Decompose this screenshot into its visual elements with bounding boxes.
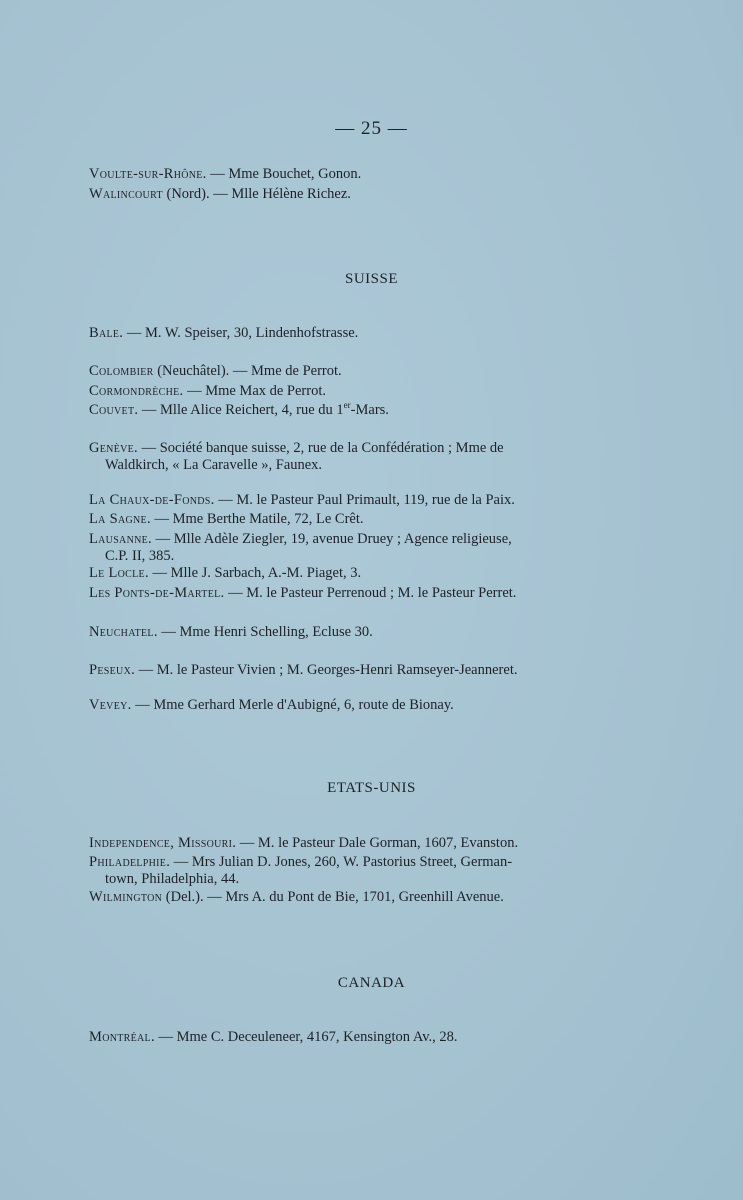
entry-bale	[89, 325, 621, 342]
entry-chaux-de-fonds	[89, 492, 621, 509]
place-name: Montréal.	[89, 1029, 155, 1045]
place-name: Les Ponts-de-Martel.	[89, 585, 225, 601]
entry-peseux	[89, 662, 621, 679]
entry-text: — M. le Pasteur Paul Primault, 119, rue de la Paix.	[214, 492, 515, 508]
entry-text: — Mrs Julian D. Jones, 260, W. Pastorius Street, German-	[170, 854, 513, 870]
place-name: Lausanne.	[89, 531, 152, 547]
superscript: er	[343, 400, 351, 411]
place-name: Walincourt	[89, 186, 163, 202]
place-name: Independence, Missouri.	[89, 835, 237, 851]
entry-walincourt	[89, 186, 621, 203]
place-name: Vevey.	[89, 697, 132, 713]
section-title-canada: CANADA	[337, 975, 406, 991]
entry-philadelphie	[89, 854, 621, 888]
place-name: Le Locle.	[89, 565, 149, 581]
place-name: Couvet.	[89, 402, 139, 418]
entry-text: — Mlle Adèle Ziegler, 19, avenue Druey ; Agence religieuse,	[151, 531, 512, 547]
entry-la-sagne	[89, 511, 621, 528]
entry-text: — Mme Gerhard Merle d'Aubigné, 6, route de Bionay.	[131, 697, 454, 713]
entry-text: (Del.). — Mrs A. du Pont de Bie, 1701, Greenhill Avenue.	[162, 889, 504, 905]
entry-couvet	[89, 402, 621, 419]
entry-independence	[89, 835, 621, 852]
entry-continuation: Waldkirch, « La Caravelle », Faunex.	[105, 457, 323, 473]
place-name: Peseux.	[89, 662, 136, 678]
entry-lausanne	[89, 531, 621, 565]
place-name: Cormondrèche.	[89, 383, 184, 399]
place-name: La Sagne.	[89, 511, 151, 527]
place-name: Colombier	[89, 363, 154, 379]
entry-text: — Mlle Alice Reichert, 4, rue du 1	[138, 402, 344, 418]
entry-text: — M. W. Speiser, 30, Lindenhofstrasse.	[123, 325, 359, 341]
entry-text: (Neuchâtel). — Mme de Perrot.	[153, 363, 342, 379]
entry-vevey	[89, 697, 621, 714]
entry-geneve	[89, 440, 621, 474]
entry-text: — Mme Max de Perrot.	[183, 383, 326, 399]
place-name: Bale.	[89, 325, 124, 341]
entry-text: (Nord). — Mlle Hélène Richez.	[162, 186, 351, 202]
entry-text: — Mlle J. Sarbach, A.-M. Piaget, 3.	[148, 565, 362, 581]
entry-text: — Mme Bouchet, Gonon.	[206, 166, 362, 182]
entry-text: — M. le Pasteur Vivien ; M. Georges-Henri Ramseyer-Jeanneret.	[135, 662, 518, 678]
entry-continuation: town, Philadelphia, 44.	[105, 871, 240, 887]
section-title-etats-unis: ETATS-UNIS	[327, 780, 416, 796]
entry-text: — Société banque suisse, 2, rue de la Confédération ; Mme de	[137, 440, 504, 456]
entry-text: — Mme C. Deceuleneer, 4167, Kensington Av., 28.	[154, 1029, 458, 1045]
place-name: Genève.	[89, 440, 138, 456]
entry-neuchatel	[89, 624, 621, 641]
entry-wilmington	[89, 889, 621, 906]
entry-ponts-de-martel	[89, 585, 621, 602]
place-name: Wilmington	[89, 889, 163, 905]
entry-text: — Mme Berthe Matile, 72, Le Crêt.	[150, 511, 364, 527]
place-name: Voulte-sur-Rhône.	[89, 166, 207, 182]
entry-text: -Mars.	[350, 402, 389, 418]
place-name: Neuchatel.	[89, 624, 158, 640]
entry-text: — Mme Henri Schelling, Ecluse 30.	[157, 624, 373, 640]
page-number: — 25 —	[335, 118, 408, 139]
entry-cormondreche	[89, 383, 621, 400]
entry-continuation: C.P. II, 385.	[105, 548, 175, 564]
entry-text: — M. le Pasteur Dale Gorman, 1607, Evanston.	[236, 835, 519, 851]
entry-text: — M. le Pasteur Perrenoud ; M. le Pasteur Perret.	[224, 585, 517, 601]
entry-montreal	[89, 1029, 621, 1046]
place-name: La Chaux-de-Fonds.	[89, 492, 215, 508]
entry-colombier	[89, 363, 621, 380]
entry-le-locle	[89, 565, 621, 582]
place-name: Philadelphie.	[89, 854, 171, 870]
entry-voulte-sur-rhone	[89, 166, 621, 183]
section-title-suisse: SUISSE	[344, 271, 399, 287]
